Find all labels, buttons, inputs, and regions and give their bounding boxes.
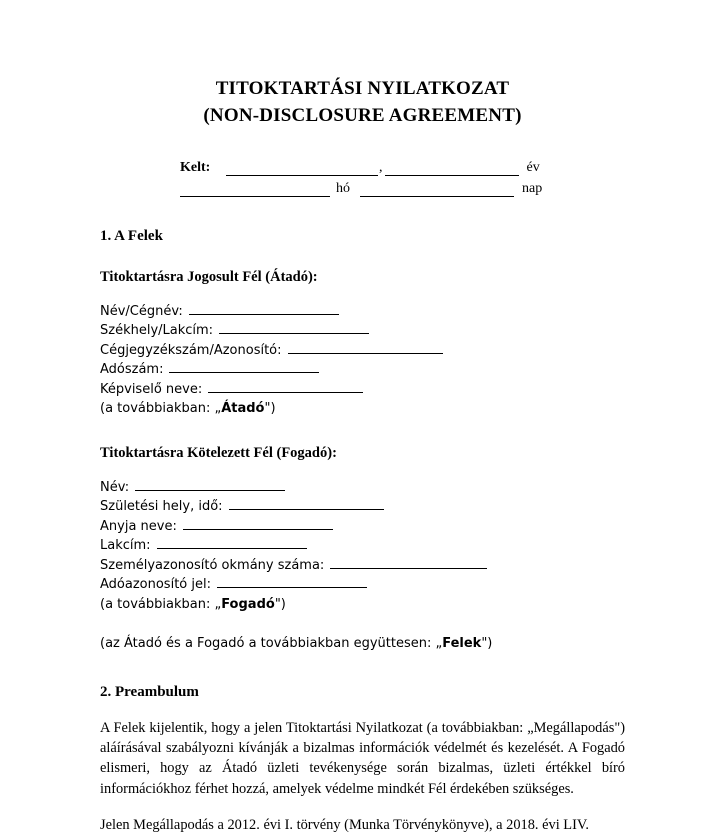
date-block xyxy=(100,157,625,197)
field-row xyxy=(100,360,625,380)
joint-definition-suffix: ") xyxy=(481,636,493,652)
field-input-cegjegyzekszam[interactable] xyxy=(288,341,443,354)
definition-prefix: (a továbbiakban: „ xyxy=(100,401,222,417)
definition-term-fogado: Fogadó xyxy=(221,596,275,612)
section-1-heading: 1. A Felek xyxy=(100,227,163,244)
joint-definition-prefix: (az Átadó és a Fogadó a továbbiakban együttesen: „ xyxy=(100,636,443,652)
field-input-adoazonosito-jel[interactable] xyxy=(217,575,367,588)
field-input-kepviselo-neve[interactable] xyxy=(208,380,363,393)
field-input-szuletesi-hely-ido[interactable] xyxy=(229,497,384,510)
field-label-adoszam: Adószám: xyxy=(100,362,164,378)
field-label-szekhely-lakcim: Székhely/Lakcím: xyxy=(100,323,214,339)
document-content xyxy=(100,0,625,835)
party-disclosing-fields xyxy=(100,302,625,419)
party-receiving-fields xyxy=(100,478,625,615)
preamble-paragraph-2: Jelen Megállapodás a 2012. évi I. törvény (Munka Törvénykönyve), a 2018. évi LIV. xyxy=(100,816,590,833)
section-2-heading: 2. Preambulum xyxy=(100,683,199,700)
date-place-field[interactable] xyxy=(226,161,378,176)
date-unit-month: hó xyxy=(336,180,350,196)
field-label-cegjegyzekszam: Cégjegyzékszám/Azonosító: xyxy=(100,342,282,358)
field-label-lakcim: Lakcím: xyxy=(100,538,151,554)
date-month-field[interactable] xyxy=(180,182,330,197)
field-input-nev[interactable] xyxy=(135,478,285,491)
title-line-1: TITOKTARTÁSI NYILATKOZAT xyxy=(215,78,510,99)
party-disclosing-definition xyxy=(100,399,625,419)
joint-definition-term-felek: Felek xyxy=(442,636,482,652)
definition-prefix: (a továbbiakban: „ xyxy=(100,596,222,612)
definition-term-atado: Átadó xyxy=(221,401,265,417)
field-label-kepviselo-neve: Képviselő neve: xyxy=(100,381,203,397)
field-row xyxy=(100,517,625,537)
field-row xyxy=(100,575,625,595)
date-unit-year: év xyxy=(526,159,540,175)
field-row xyxy=(100,380,625,400)
field-row xyxy=(100,556,625,576)
field-row xyxy=(100,536,625,556)
field-input-szekhely-lakcim[interactable] xyxy=(219,321,369,334)
definition-suffix: ") xyxy=(274,596,286,612)
field-row xyxy=(100,302,625,322)
kelt-label: Kelt: xyxy=(180,159,211,175)
field-label-anyja-neve: Anyja neve: xyxy=(100,518,177,534)
field-input-adoszam[interactable] xyxy=(169,360,319,373)
date-day-field[interactable] xyxy=(360,182,514,197)
date-comma: , xyxy=(379,159,383,175)
joint-parties-definition xyxy=(100,634,625,654)
party-receiving-definition xyxy=(100,595,625,615)
title-line-2: (NON-DISCLOSURE AGREEMENT) xyxy=(203,104,522,126)
field-row xyxy=(100,321,625,341)
field-input-nev-cegnev[interactable] xyxy=(189,302,339,315)
party-receiving-heading: Titoktartásra Kötelezett Fél (Fogadó): xyxy=(100,444,337,461)
preamble-paragraph-1: A Felek kijelentik, hogy a jelen Titoktartási Nyilatkozat (a továbbiakban: „Megállapodás") aláírásával szabályozni kívánják a bizalmas információk védelmét és kezelését. A Fogadó elismeri, hogy az Átadó üzleti tevékenysége során bizalmas, üzleti értékkel bíró információkhoz férhet hozzá, amelyek védelme mindkét Fél érdekében szükséges. xyxy=(100,719,625,797)
field-input-anyja-neve[interactable] xyxy=(183,517,333,530)
definition-suffix: ") xyxy=(264,401,276,417)
field-row xyxy=(100,478,625,498)
field-label-nev-cegnev: Név/Cégnév: xyxy=(100,303,183,319)
date-year-field[interactable] xyxy=(385,161,519,176)
field-label-szemelyazonosito-okmany: Személyazonosító okmány száma: xyxy=(100,557,325,573)
field-label-nev: Név: xyxy=(100,479,130,495)
date-row-secondary xyxy=(100,178,625,197)
field-row xyxy=(100,497,625,517)
date-row-primary xyxy=(100,157,625,176)
field-input-lakcim[interactable] xyxy=(157,536,307,549)
page-title xyxy=(100,0,625,130)
date-unit-day: nap xyxy=(522,180,543,196)
field-label-adoazonosito-jel: Adóazonosító jel: xyxy=(100,577,211,593)
party-disclosing-heading: Titoktartásra Jogosult Fél (Átadó): xyxy=(100,268,318,285)
field-label-szuletesi-hely-ido: Születési hely, idő: xyxy=(100,499,223,515)
field-input-szemelyazonosito-okmany[interactable] xyxy=(330,556,487,569)
field-row xyxy=(100,341,625,361)
